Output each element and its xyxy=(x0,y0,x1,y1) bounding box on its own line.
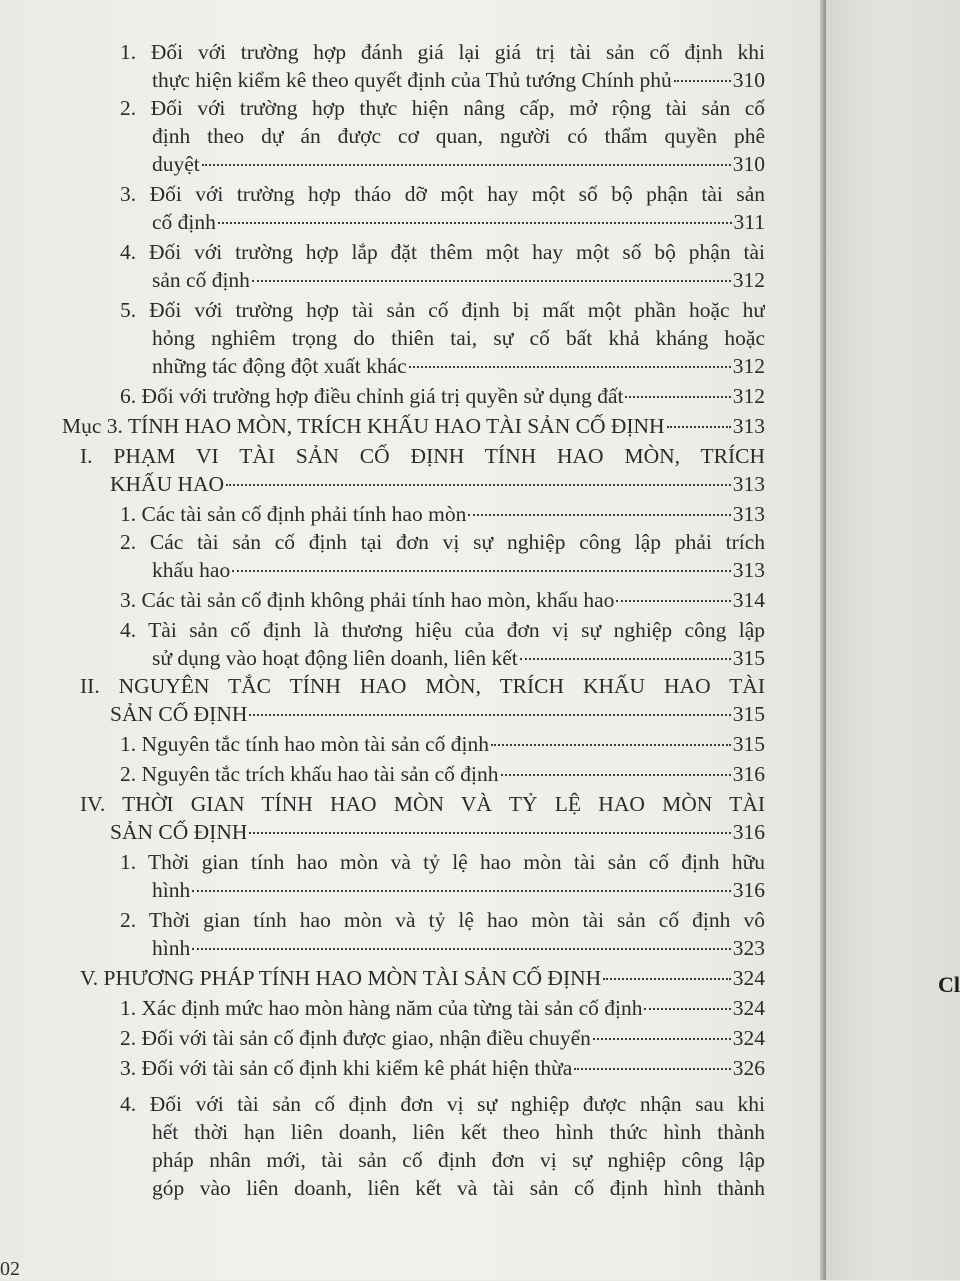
toc-entry xyxy=(80,964,765,992)
toc-entry-leader-line xyxy=(80,470,765,498)
toc-entry-line: 4. Đối với trường hợp lắp đặt thêm một hay một số bộ phận tài xyxy=(120,240,765,264)
dot-leader xyxy=(520,657,731,660)
toc-page-number: 316 xyxy=(732,762,765,786)
toc-entry-leader-line xyxy=(120,644,765,672)
toc-entry xyxy=(120,382,765,410)
toc-page-number: 323 xyxy=(732,936,765,960)
toc-entry-leader-line xyxy=(120,730,765,758)
toc-entry-leader-line xyxy=(120,66,765,94)
page-number: 02 xyxy=(0,1258,20,1280)
toc-entry-leader-line xyxy=(120,934,765,962)
toc-entry-title: 1. Nguyên tắc tính hao mòn tài sản cố định xyxy=(120,732,490,756)
toc-entry-title: những tác động đột xuất khác xyxy=(152,354,407,378)
toc-entry-line: 5. Đối với trường hợp tài sản cố định bị mất một phần hoặc hư xyxy=(120,298,765,322)
toc-entry xyxy=(120,994,765,1022)
toc-page-number: 315 xyxy=(732,702,765,726)
dot-leader xyxy=(603,977,731,980)
toc-entry-line: IV. THỜI GIAN TÍNH HAO MÒN VÀ TỶ LỆ HAO MÒN TÀI xyxy=(80,792,765,816)
toc-entry xyxy=(120,848,765,904)
toc-entry-title: sản cố định xyxy=(152,268,250,292)
dot-leader xyxy=(226,483,731,486)
dot-leader xyxy=(625,395,730,398)
toc-entry-leader-line xyxy=(62,412,765,440)
toc-entry-leader-line xyxy=(120,266,765,294)
dot-leader xyxy=(192,947,731,950)
dot-leader xyxy=(202,163,731,166)
toc-entry-leader-line xyxy=(120,876,765,904)
dot-leader xyxy=(468,513,730,516)
toc-entry xyxy=(120,500,765,528)
toc-entry-leader-line xyxy=(120,500,765,528)
toc-entry-line: II. NGUYÊN TẮC TÍNH HAO MÒN, TRÍCH KHẤU HAO TÀI xyxy=(80,674,765,698)
toc-page-number: 310 xyxy=(732,68,765,92)
toc-entry xyxy=(120,1054,765,1082)
toc-page-number: 316 xyxy=(732,878,765,902)
toc-entry xyxy=(120,730,765,758)
dot-leader xyxy=(192,889,731,892)
dot-leader xyxy=(252,279,731,282)
toc-entry-line: góp vào liên doanh, liên kết và tài sản cố định hình thành xyxy=(152,1176,765,1200)
toc-entry xyxy=(120,760,765,788)
toc-entry xyxy=(120,94,765,178)
toc-entry-leader-line xyxy=(120,1024,765,1052)
toc-page-number: 312 xyxy=(732,384,765,408)
toc-entry-leader-line xyxy=(120,760,765,788)
toc-entry-line: I. PHẠM VI TÀI SẢN CỐ ĐỊNH TÍNH HAO MÒN, TRÍCH xyxy=(80,444,765,468)
toc-page-number: 312 xyxy=(732,354,765,378)
toc-entry xyxy=(120,1090,765,1202)
dot-leader xyxy=(249,713,730,716)
toc-entry-line: 2. Đối với trường hợp thực hiện nâng cấp, mở rộng tài sản cố xyxy=(120,96,765,120)
dot-leader xyxy=(644,1007,730,1010)
toc-page-number: 324 xyxy=(732,1026,765,1050)
toc-entry xyxy=(120,1024,765,1052)
toc-entry-leader-line xyxy=(120,382,765,410)
toc-page-number: 315 xyxy=(732,732,765,756)
toc-entry-title: 3. Đối với tài sản cố định khi kiểm kê phát hiện thừa xyxy=(120,1056,573,1080)
toc-entry-leader-line xyxy=(80,964,765,992)
toc-entry xyxy=(80,790,765,846)
toc-entry xyxy=(120,38,765,94)
toc-entry-leader-line xyxy=(120,1054,765,1082)
toc-entry-line: 4. Đối với tài sản cố định đơn vị sự nghiệp được nhận sau khi xyxy=(120,1092,765,1116)
facing-page-letter: Cl xyxy=(938,972,960,997)
dot-leader xyxy=(501,773,731,776)
toc-entry-title: Mục 3. TÍNH HAO MÒN, TRÍCH KHẤU HAO TÀI SẢN CỐ ĐỊNH xyxy=(62,414,665,438)
toc-page-number: 310 xyxy=(732,152,765,176)
toc-entry-leader-line xyxy=(120,586,765,614)
toc-page-number: 313 xyxy=(732,502,765,526)
toc-entry-title: 6. Đối với trường hợp điều chỉnh giá trị quyền sử dụng đất xyxy=(120,384,624,408)
toc-entry-line: pháp nhân mới, tài sản cố định đơn vị sự nghiệp công lập xyxy=(152,1148,765,1172)
facing-page xyxy=(826,0,960,1280)
toc-entry xyxy=(120,296,765,380)
toc-page-number: 314 xyxy=(732,588,765,612)
toc-entry-line: 2. Các tài sản cố định tại đơn vị sự nghiệp công lập phải trích xyxy=(120,530,765,554)
dot-leader xyxy=(491,743,731,746)
toc-entry-line: hỏng nghiêm trọng do thiên tai, sự cố bất khả kháng hoặc xyxy=(152,326,765,350)
toc-entry xyxy=(80,442,765,498)
toc-entry xyxy=(120,906,765,962)
toc-entry-title: V. PHƯƠNG PHÁP TÍNH HAO MÒN TÀI SẢN CỐ ĐỊNH xyxy=(80,966,602,990)
toc-entry xyxy=(120,616,765,672)
toc-entry-line: 1. Đối với trường hợp đánh giá lại giá trị tài sản cố định khi xyxy=(120,40,765,64)
toc-entry xyxy=(80,672,765,728)
toc-entry-title: 1. Các tài sản cố định phải tính hao mòn xyxy=(120,502,467,526)
toc-entry xyxy=(120,528,765,584)
toc-entry-title: 1. Xác định mức hao mòn hàng năm của từng tài sản cố định xyxy=(120,996,643,1020)
dot-leader xyxy=(574,1067,730,1070)
toc-entry-title: khấu hao xyxy=(152,558,231,582)
toc-entry-line: hết thời hạn liên doanh, liên kết theo hình thức hình thành xyxy=(152,1120,765,1144)
toc-entry-line: 2. Thời gian tính hao mòn và tỷ lệ hao mòn tài sản cố định vô xyxy=(120,908,765,932)
dot-leader xyxy=(593,1037,731,1040)
toc-entry-leader-line xyxy=(120,208,765,236)
toc-page-number: 311 xyxy=(733,210,765,234)
toc-page-number: 315 xyxy=(732,646,765,670)
toc-entry-leader-line xyxy=(120,994,765,1022)
toc-entry-title: hình xyxy=(152,936,191,960)
toc-entry-leader-line xyxy=(80,818,765,846)
dot-leader xyxy=(409,365,731,368)
toc-page-number: 313 xyxy=(732,558,765,582)
toc-page-number: 312 xyxy=(732,268,765,292)
toc-page-number: 326 xyxy=(732,1056,765,1080)
toc-page-number: 324 xyxy=(732,996,765,1020)
toc-entry-line: 1. Thời gian tính hao mòn và tỷ lệ hao mòn tài sản cố định hữu xyxy=(120,850,765,874)
toc-entry-title: hình xyxy=(152,878,191,902)
toc-entry-title: 2. Nguyên tắc trích khấu hao tài sản cố định xyxy=(120,762,499,786)
toc-entry-line: 4. Tài sản cố định là thương hiệu của đơn vị sự nghiệp công lập xyxy=(120,618,765,642)
toc-entry xyxy=(62,412,765,440)
toc-entry-line: 3. Đối với trường hợp tháo dỡ một hay một số bộ phận tài sản xyxy=(120,182,765,206)
dot-leader xyxy=(218,221,732,224)
toc-page-number: 313 xyxy=(732,414,765,438)
toc-entry xyxy=(120,586,765,614)
toc-entry-title: 3. Các tài sản cố định không phải tính hao mòn, khấu hao xyxy=(120,588,615,612)
toc-entry-title: duyệt xyxy=(152,152,200,176)
toc-entry-leader-line xyxy=(120,556,765,584)
toc-entry-leader-line xyxy=(120,352,765,380)
toc-entry-leader-line xyxy=(120,150,765,178)
toc-entry-title: sử dụng vào hoạt động liên doanh, liên kết xyxy=(152,646,518,670)
dot-leader xyxy=(616,599,730,602)
toc-entry-title: KHẤU HAO xyxy=(110,472,225,496)
toc-entry xyxy=(120,180,765,236)
toc-entry-title: 2. Đối với tài sản cố định được giao, nhận điều chuyển xyxy=(120,1026,591,1050)
toc-entry-title: thực hiện kiểm kê theo quyết định của Thủ tướng Chính phủ xyxy=(152,68,672,92)
dot-leader xyxy=(232,569,731,572)
toc-page-number: 324 xyxy=(732,966,765,990)
toc-entry xyxy=(120,238,765,294)
toc-entry-title: cố định xyxy=(152,210,216,234)
toc-page-number: 316 xyxy=(732,820,765,844)
dot-leader xyxy=(674,79,731,82)
dot-leader xyxy=(249,831,730,834)
dot-leader xyxy=(667,425,731,428)
toc-entry-leader-line xyxy=(80,700,765,728)
toc-entry-title: SẢN CỐ ĐỊNH xyxy=(110,702,248,726)
toc-entry-title: SẢN CỐ ĐỊNH xyxy=(110,820,248,844)
toc-page-number: 313 xyxy=(732,472,765,496)
toc-entry-line: định theo dự án được cơ quan, người có thẩm quyền phê xyxy=(152,124,765,148)
